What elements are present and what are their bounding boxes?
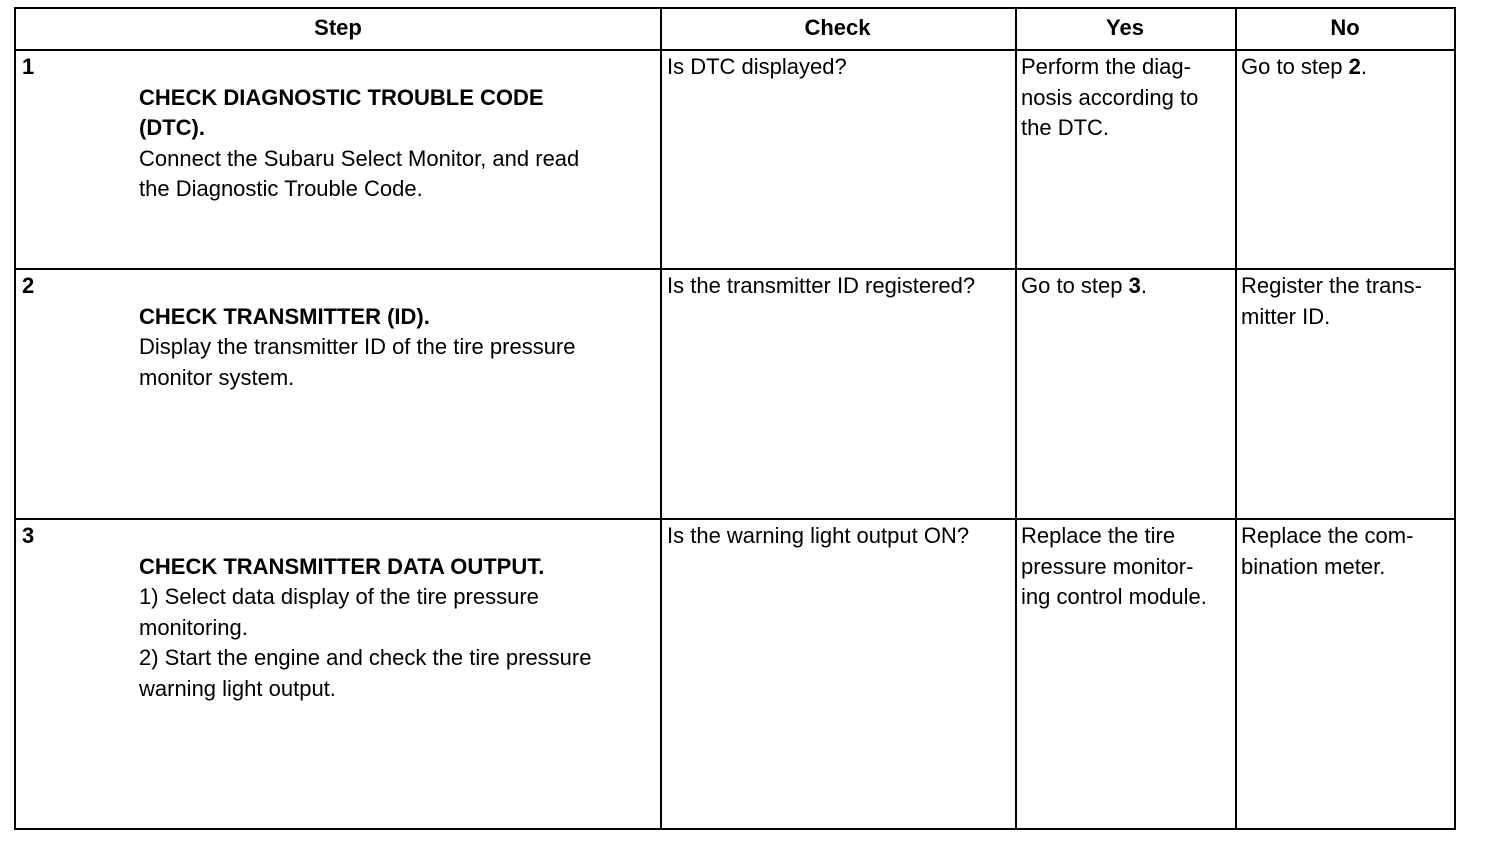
check-question: Is the transmitter ID registered? — [667, 273, 976, 298]
step-number: 1 — [22, 54, 35, 79]
step-reference: 2 — [1348, 54, 1361, 79]
no-action-text: Go to step — [1241, 54, 1349, 79]
step-cell — [139, 271, 657, 424]
check-question: Is DTC displayed? — [667, 54, 847, 79]
column-divider — [660, 9, 662, 828]
header-yes: Yes — [1106, 15, 1144, 40]
step-title: CHECK TRANSMITTER (ID). — [139, 303, 430, 329]
yes-action: Replace the tire pressure monitor- ing control module. — [1021, 523, 1207, 609]
step-title: CHECK DIAGNOSTIC TROUBLE CODE (DTC). — [139, 84, 544, 140]
step-cell — [139, 521, 657, 735]
row-divider — [16, 518, 1454, 520]
row-divider — [16, 49, 1454, 51]
yes-action — [1021, 271, 1233, 302]
step-title: CHECK TRANSMITTER DATA OUTPUT. — [139, 553, 545, 579]
step-number: 3 — [22, 523, 35, 548]
yes-action: Perform the diag- nosis according to the DTC. — [1021, 54, 1199, 140]
step-reference: 3 — [1128, 273, 1141, 298]
step-description: Display the transmitter ID of the tire pressure monitor system. — [139, 334, 576, 390]
header-check: Check — [804, 15, 871, 40]
yes-action-suffix: . — [1140, 273, 1147, 298]
step-number: 2 — [22, 273, 35, 298]
no-action: Register the trans- mitter ID. — [1241, 273, 1422, 329]
no-action-suffix: . — [1360, 54, 1367, 79]
yes-action-text: Go to step — [1021, 273, 1129, 298]
diagnostic-table — [14, 7, 1456, 830]
column-divider — [1015, 9, 1017, 828]
no-action — [1241, 52, 1453, 83]
no-action: Replace the com- bination meter. — [1241, 523, 1414, 579]
header-step: Step — [314, 15, 362, 40]
step-description: 1) Select data display of the tire pressure monitoring. 2) Start the engine and check the tire pressure warning light output. — [139, 584, 592, 701]
row-divider — [16, 268, 1454, 270]
header-no: No — [1330, 15, 1360, 40]
column-divider — [1235, 9, 1237, 828]
step-cell — [139, 52, 657, 235]
check-question: Is the warning light output ON? — [667, 523, 970, 548]
step-description: Connect the Subaru Select Monitor, and read the Diagnostic Trouble Code. — [139, 145, 580, 201]
